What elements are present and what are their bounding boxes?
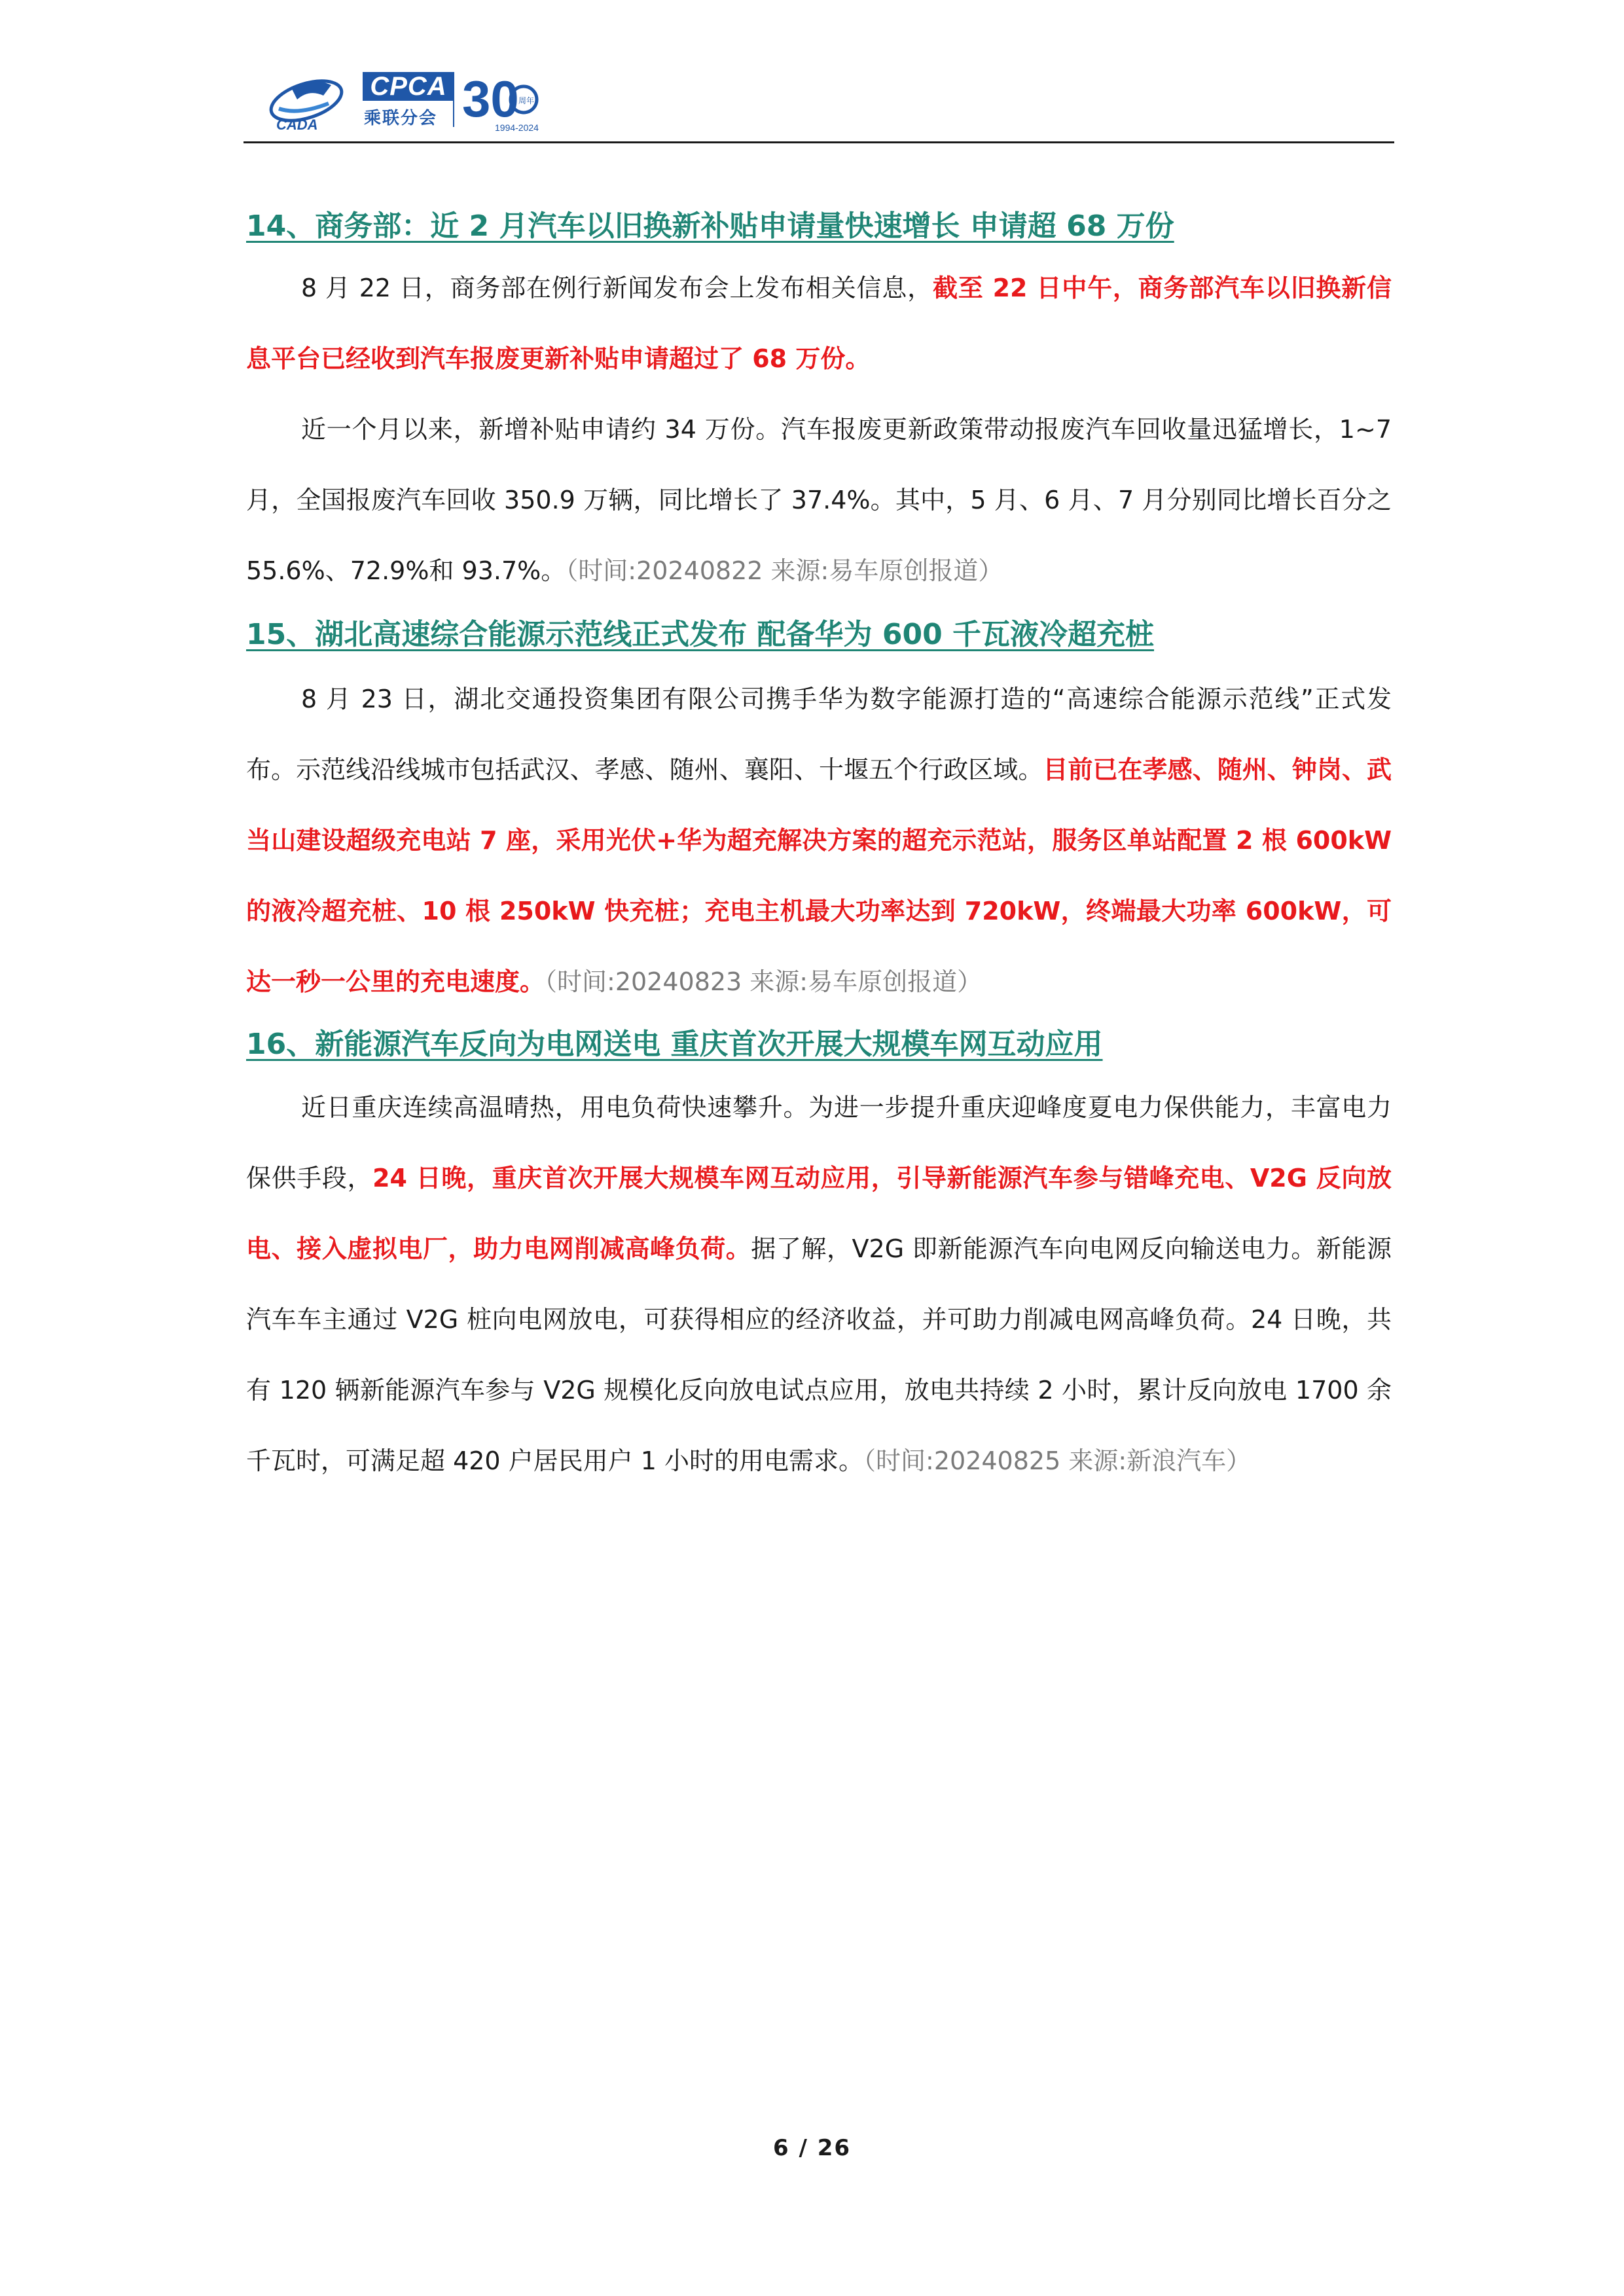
section-15-p1-highlight: 目前已在孝感、随州、钟岗、武当山建设超级充电站 7 座，采用光伏+华为超充解决方案的超充示范站，服务区单站配置 2 根 600kW 的液冷超充桩、10 根 250kW 快充桩；充电主机最大功率达到 720kW，终端最大功率 600kW，可达一秒一公里的充电速度。 xyxy=(246,755,1392,996)
section-14-p1-highlight: 截至 22 日中午，商务部汽车以旧换新信息平台已经收到汽车报废更新补贴申请超过了 68 万份。 xyxy=(246,274,1392,373)
section-16-heading: 16、新能源汽车反向为电网送电 重庆首次开展大规模车网互动应用 xyxy=(246,1028,1103,1061)
section-14-paragraph-1 xyxy=(246,253,1392,394)
section-14-p1-text: 8 月 22 日，商务部在例行新闻发布会上发布相关信息， xyxy=(301,274,933,302)
section-16-paragraph-1 xyxy=(246,1072,1392,1496)
anniversary-small: 周年 xyxy=(518,96,535,105)
section-16-p1-text-b: 据了解，V2G 即新能源汽车向电网反向输送电力。新能源汽车车主通过 V2G 桩向电网放电，可获得相应的经济收益，并可助力削减电网高峰负荷。24 日晚，共有 120 辆新能源汽车参与 V2G 规模化反向放电试点应用，放电共持续 2 小时，累计反向放电 1700 余千瓦时，可满足超 420 户居民用户 1 小时的用电需求。 xyxy=(246,1234,1392,1475)
header-rule xyxy=(244,141,1394,143)
anniversary-number: 30 xyxy=(462,70,519,128)
section-15-paragraph-1 xyxy=(246,664,1392,1017)
section-15-source: （时间:20240823 来源:易车原创报道） xyxy=(545,967,983,996)
brand-name-en: CPCA xyxy=(363,72,454,101)
section-16-p1-highlight: 24 日晚，重庆首次开展大规模车网互动应用，引导新能源汽车参与错峰充电、V2G 反向放电、接入虚拟电厂，助力电网削减高峰负荷。 xyxy=(246,1164,1392,1263)
page-number: 6 / 26 xyxy=(772,2135,852,2161)
section-14-heading: 14、商务部：近 2 月汽车以旧换新补贴申请量快速增长 申请超 68 万份 xyxy=(246,209,1174,243)
brand-name-cn: 乘联分会 xyxy=(364,109,438,128)
anniversary-years: 1994-2024 xyxy=(495,122,539,133)
anniversary-badge xyxy=(453,69,551,135)
header-divider xyxy=(453,72,454,127)
section-15-heading: 15、湖北高速综合能源示范线正式发布 配备华为 600 千瓦液冷超充桩 xyxy=(246,618,1155,651)
section-15-p1-text: 8 月 23 日，湖北交通投资集团有限公司携手华为数字能源打造的“高速综合能源示范线”正式发布。示范线沿线城市包括武汉、孝感、随州、襄阳、十堰五个行政区域。 xyxy=(246,685,1392,784)
section-14-p2-text: 近一个月以来，新增补贴申请约 34 万份。汽车报废更新政策带动报废汽车回收量迅猛增长，1~7 月，全国报废汽车回收 350.9 万辆，同比增长了 37.4%。其中，5 月、6 月、7 月分别同比增长百分之 55.6%、72.9%和 93.7%。 xyxy=(246,415,1392,585)
anniversary-30-icon xyxy=(460,69,551,135)
page-header xyxy=(244,65,1394,144)
cada-logo-text: CADA xyxy=(276,117,318,133)
article-body xyxy=(246,196,1392,1496)
section-16-source: （时间:20240825 来源:新浪汽车） xyxy=(863,1446,1252,1475)
section-14-source: （时间:20240822 来源:易车原创报道） xyxy=(566,556,1003,585)
section-16-p1-text-a: 近日重庆连续高温晴热，用电负荷快速攀升。为进一步提升重庆迎峰度夏电力保供能力，丰富电力保供手段， xyxy=(246,1093,1392,1193)
cada-emblem-icon xyxy=(266,69,364,135)
section-14-paragraph-2 xyxy=(246,394,1392,606)
